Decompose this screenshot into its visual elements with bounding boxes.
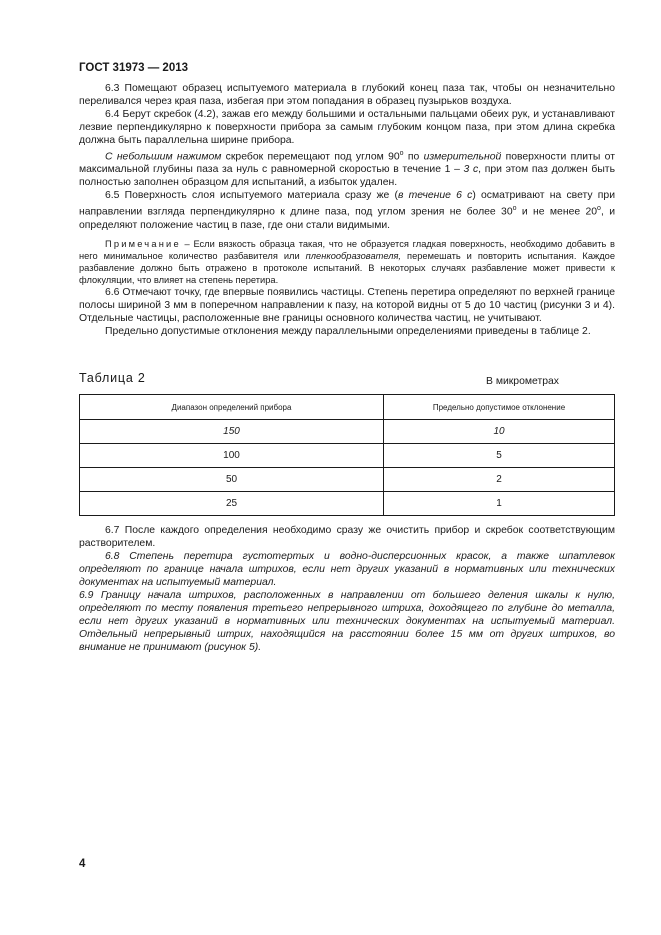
text-fragment: скребок перемещают под углом 90	[221, 151, 400, 163]
text-fragment: – Если вязкость образца такая, что не образуется гладкая поверхность, необходимо добавить в него минимальное количество разбавителя или	[79, 238, 615, 261]
paragraph-6-6-tolerances: Предельно допустимые отклонения между параллельными определениями приведены в таблице 2.	[105, 325, 591, 337]
table-cell: 50	[80, 468, 384, 492]
degree-mark: о	[512, 205, 517, 213]
text-fragment: , и определяют положение частиц в пазе, где они стали видимыми.	[79, 206, 615, 231]
table-unit: В микрометрах	[486, 376, 559, 387]
italic-phrase: С небольшим нажимом	[105, 151, 222, 163]
note-label: Примечание	[105, 238, 181, 249]
text-fragment: перемешать и повторить испытания. Каждое разбавление должно быть отражено в протоколе испытаний. В некоторых случаях разбавление может привести к флокуляции, что влияет на степень перетира.	[79, 250, 615, 285]
paragraph-6-8: 6.8 Степень перетира густотертых и водно-дисперсионных красок, а также шпатлевок определяют по границе начала штрихов, если нет других указаний в нормативных или технических документах на испытуемый материал.	[79, 551, 615, 588]
paragraph-6-5	[79, 189, 615, 231]
text-fragment: , при этом паз должен быть полностью заполнен образцом для испытаний, а избыток удален.	[79, 164, 615, 189]
paragraph-6-7: 6.7 После каждого определения необходимо сразу же очистить прибор и скребок соответствующим растворителем.	[79, 525, 615, 549]
paragraph-6-3: 6.3 Помещают образец испытуемого материала в глубокий конец паза так, чтобы он незначительно переливался через края паза, избегая при этом попадания в образец пузырьков воздуха.	[79, 83, 615, 107]
table-row	[80, 420, 615, 444]
table-cell: 5	[384, 444, 615, 468]
table-row	[80, 492, 615, 516]
paragraph-6-9: 6.9 Границу начала штрихов, расположенных в направлении от большего деления шкалы к нулю, определяют по месту появления третьего непрерывного штриха, доходящего по глубине до металла, если нет других указаний в нормативных или технических документах на испытуемый материал. Отдельный непрерывный штрих, находящийся на расстоянии более 15 мм от других штрихов, во внимание не принимают (рисунок 5).	[79, 590, 615, 653]
table-cell: 150	[80, 420, 384, 444]
degree-mark: о	[597, 205, 601, 213]
table-cell: 25	[80, 492, 384, 516]
body-bottom	[79, 524, 615, 654]
degree-mark: о	[399, 150, 404, 157]
italic-phrase: 3 с	[463, 164, 479, 176]
paragraph-6-4-scraper	[79, 147, 615, 189]
paragraph-6-6: 6.6 Отмечают точку, где впервые появились частицы. Степень перетира определяют по верхней границе полосы шириной 3 мм в поперечном направлении к пазу, на которой видны от 5 до 10 частиц (рисунки 3 и 4). Отдельные частицы, расположенные вне границы основного количества частиц, не учитывают.	[79, 286, 615, 324]
note-paragraph	[79, 238, 615, 286]
table-cell: 10	[384, 420, 615, 444]
table-header-cell: Диапазон определений прибора	[80, 395, 384, 420]
body-top	[79, 82, 615, 338]
italic-phrase: измерительной	[423, 151, 502, 163]
table-cell: 2	[384, 468, 615, 492]
table-row	[80, 444, 615, 468]
table-header-cell: Предельно допустимое отклонение	[384, 395, 615, 420]
text-fragment: поверхности плиты от максимальной глубины паза за нуль с равномерной скоростью в течение 1 –	[79, 151, 615, 176]
text-fragment: ) осматривают на свету при направлении взгляда перпендикулярно к длине паза, под углом зрения не более 30	[79, 190, 616, 218]
tolerance-table	[79, 394, 615, 516]
italic-phrase: в течение 6 с	[398, 190, 473, 202]
table-header-row	[80, 395, 615, 420]
text-fragment: по	[403, 151, 424, 163]
text-fragment: 6.5 Поверхность слоя испытуемого материала сразу же (	[105, 190, 398, 202]
table-cell: 1	[384, 492, 615, 516]
table-caption: Таблица 2	[79, 371, 146, 385]
document-header: ГОСТ 31973 — 2013	[79, 62, 189, 74]
table-row	[80, 468, 615, 492]
italic-phrase: пленкообразователя,	[305, 250, 402, 261]
text-fragment: и не менее 20	[516, 206, 598, 218]
paragraph-6-4: 6.4 Берут скребок (4.2), зажав его между большими и остальными пальцами обеих рук, и устанавливают лезвие перпендикулярно к поверхности прибора за самым глубоким концом паза, при этом длина скребка должна быть параллельна ширине прибора.	[79, 109, 615, 146]
page-number: 4	[79, 858, 86, 870]
table-cell: 100	[80, 444, 384, 468]
